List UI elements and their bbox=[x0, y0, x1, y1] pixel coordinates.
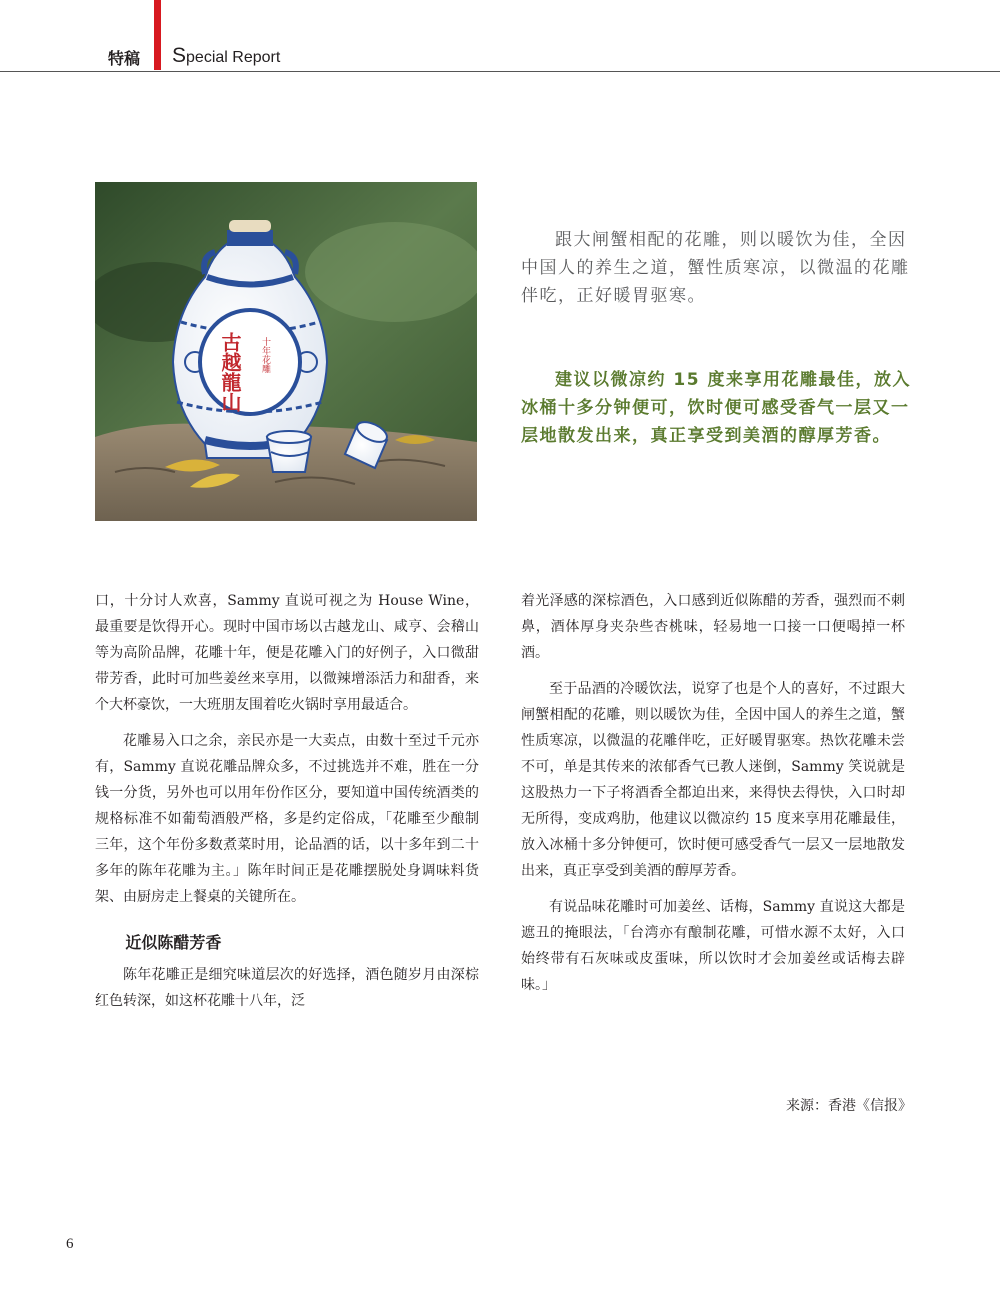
article-paragraph: 花雕易入口之余，亲民亦是一大卖点，由数十至过千元亦有，Sammy 直说花雕品牌众多，不过挑选并不难，胜在一分钱一分货，另外也可以用年份作区分，要知道中国传统酒类的规格标准不如葡萄酒般严格，多是约定俗成，「花雕至少酿制三年，这个年份多数煮菜时用，论品酒的话，以十多年到二十多年的陈年花雕为主。」陈年时间正是花雕摆脱处身调味料货架、由厨房走上餐桌的关键所在。 bbox=[95, 733, 479, 905]
article-paragraph: 有说品味花雕时可加姜丝、话梅，Sammy 直说这大都是遮丑的掩眼法，「台湾亦有酿制花雕，可惜水源不太好，入口始终带有石灰味或皮蛋味，所以饮时才会加姜丝或话梅去辟味。」 bbox=[521, 899, 905, 993]
article-column-left bbox=[95, 588, 479, 1024]
pull-quote-cool-text: 建议以微凉约 15 度来享用花雕最佳，放入冰桶十多分钟便可，饮时便可感受香气一层又一层地散发出来，真正享受到美酒的醇厚芳香。 bbox=[521, 370, 911, 446]
header-accent-bar bbox=[154, 0, 161, 70]
pull-quote-warm-text: 跟大闸蟹相配的花雕，则以暖饮为佳，全因中国人的养生之道，蟹性质寒凉，以微温的花雕伴吃，正好暖胃驱寒。 bbox=[521, 230, 910, 306]
article-subheading: 近似陈醋芳香 bbox=[125, 933, 222, 952]
pull-quote-warm bbox=[521, 226, 911, 310]
header-rule bbox=[0, 71, 1000, 72]
article-column-right bbox=[521, 588, 905, 1008]
article-paragraph: 陈年花雕正是细究味道层次的好选择，酒色随岁月由深棕红色转深，如这杯花雕十八年，泛 bbox=[95, 967, 479, 1009]
bottle-label-main: 古越龍山 bbox=[218, 332, 242, 412]
section-title-en bbox=[172, 44, 280, 68]
bottle-label-side: 十年花雕 bbox=[260, 337, 270, 373]
article-paragraph: 口，十分讨人欢喜，Sammy 直说可视之为 House Wine，最重要是饮得开心。现时中国市场以古越龙山、咸亨、会稽山等为高阶品牌，花雕十年，便是花雕入门的好例子，入口微甜带芳香，此时可加些姜丝来享用，以微辣增添活力和甜香，来个大杯豪饮，一大班朋友围着吃火锅时享用最适合。 bbox=[95, 593, 479, 713]
article-source: 来源：香港《信报》 bbox=[786, 1098, 912, 1114]
article-paragraph: 至于品酒的冷暖饮法，说穿了也是个人的喜好，不过跟大闸蟹相配的花雕，则以暖饮为佳，全因中国人的养生之道，蟹性质寒凉，以微温的花雕伴吃，正好暖胃驱寒。热饮花雕未尝不可，单是其传来的浓郁香气已教人迷倒，Sammy 笑说就是这股热力一下子将酒香全都迫出来，来得快去得快，入口时却无所得，变成鸡肋，他建议以微凉约 15 度来享用花雕最佳，放入冰桶十多分钟便可，饮时便可感受香气一层又一层地散发出来，真正享受到美酒的醇厚芳香。 bbox=[521, 681, 905, 879]
section-title-cn: 特稿 bbox=[108, 49, 141, 68]
article-paragraph: 着光泽感的深棕酒色，入口感到近似陈醋的芳香，强烈而不刺鼻，酒体厚身夹杂些杏桃味，轻易地一口接一口便喝掉一杯酒。 bbox=[521, 593, 905, 661]
page-number: 6 bbox=[66, 1236, 74, 1252]
section-title-en-initial: S bbox=[172, 44, 187, 67]
pull-quote-cool bbox=[521, 366, 911, 450]
section-title-en-rest: pecial Report bbox=[186, 49, 281, 66]
wine-bottle-photo bbox=[95, 182, 477, 521]
